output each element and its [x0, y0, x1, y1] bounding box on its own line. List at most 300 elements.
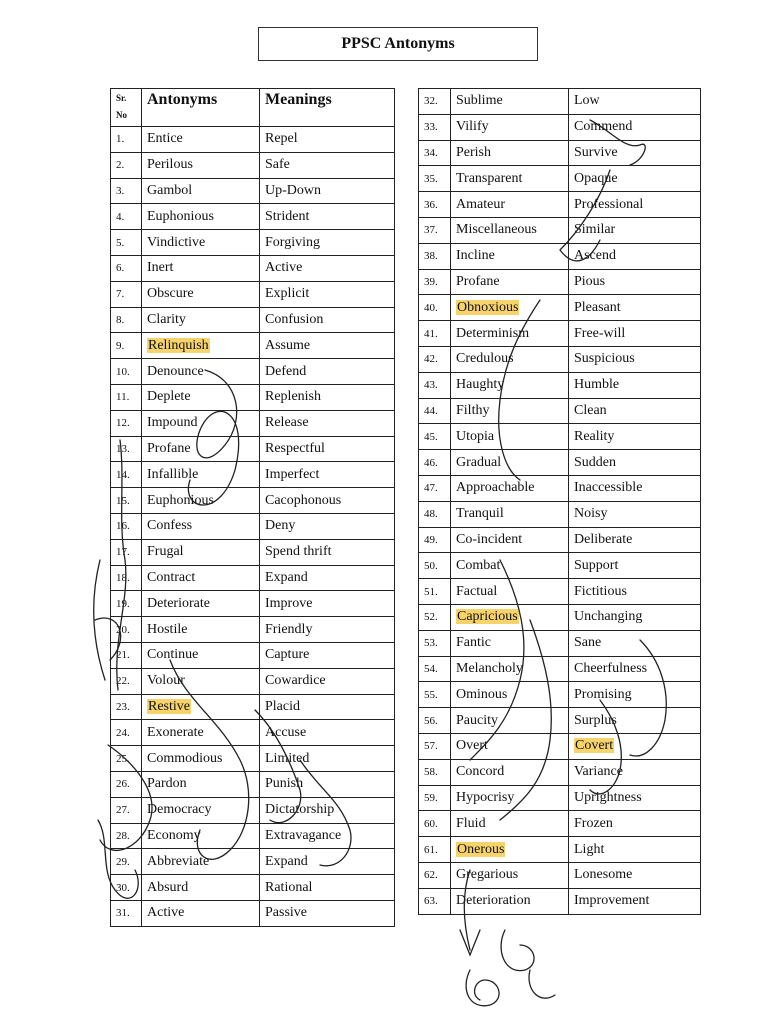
antonym-word: Frugal	[147, 544, 184, 560]
meaning-cell	[569, 553, 701, 579]
meaning-word: Respectful	[265, 440, 325, 456]
meaning-word: Covert	[575, 738, 614, 754]
row-number: 26.	[111, 771, 142, 797]
antonym-word-cell	[142, 436, 260, 462]
table-row	[419, 89, 701, 115]
meaning-cell	[260, 565, 395, 591]
antonym-word-cell	[451, 140, 569, 166]
table-row	[111, 617, 395, 643]
antonym-word-cell	[142, 642, 260, 668]
antonym-word-cell	[451, 682, 569, 708]
meaning-word: Sane	[574, 635, 602, 651]
meaning-word: Similar	[574, 222, 616, 238]
antonym-word: Vilify	[456, 119, 489, 135]
meaning-cell	[260, 462, 395, 488]
antonym-word-cell	[451, 424, 569, 450]
meaning-cell	[260, 746, 395, 772]
antonym-word-cell	[142, 617, 260, 643]
meaning-word: Rational	[265, 879, 313, 895]
antonym-word-cell	[142, 771, 260, 797]
meaning-word: Inaccessible	[574, 480, 643, 496]
table-row	[419, 501, 701, 527]
antonym-word-cell	[142, 281, 260, 307]
meaning-word: Spend thrift	[265, 544, 332, 560]
table-row	[111, 488, 395, 514]
meaning-cell	[260, 230, 395, 256]
antonym-word: Pardon	[147, 776, 187, 792]
table-row	[111, 746, 395, 772]
antonym-word: Perish	[456, 144, 491, 160]
table-row	[419, 759, 701, 785]
table-row	[419, 424, 701, 450]
antonym-word-cell	[451, 785, 569, 811]
row-number: 4.	[111, 204, 142, 230]
meaning-word: Clean	[574, 402, 607, 418]
row-number: 21.	[111, 642, 142, 668]
row-number: 17.	[111, 539, 142, 565]
meaning-word: Uprightness	[574, 789, 642, 805]
meaning-cell	[569, 888, 701, 914]
row-number: 33.	[419, 114, 451, 140]
row-number: 32.	[419, 89, 451, 115]
table-row	[419, 114, 701, 140]
antonym-word: Utopia	[456, 428, 495, 444]
row-number: 49.	[419, 527, 451, 553]
row-number: 30.	[111, 875, 142, 901]
antonym-word: Commodious	[147, 750, 223, 766]
antonym-word: Filthy	[456, 402, 490, 418]
meaning-word: Survive	[574, 144, 618, 160]
antonym-word-cell	[451, 243, 569, 269]
antonym-word-cell	[142, 513, 260, 539]
row-number: 50.	[419, 553, 451, 579]
row-number: 45.	[419, 424, 451, 450]
antonym-word-cell	[142, 849, 260, 875]
meaning-word: Release	[265, 415, 309, 431]
meaning-cell	[569, 630, 701, 656]
table-row	[111, 230, 395, 256]
meaning-word: Ascend	[574, 248, 616, 264]
antonym-word: Melancholy	[456, 660, 523, 676]
meaning-cell	[569, 114, 701, 140]
meaning-word: Support	[574, 557, 619, 573]
row-number: 63.	[419, 888, 451, 914]
antonym-word: Ominous	[456, 686, 508, 702]
antonym-word-cell	[142, 127, 260, 153]
antonym-word: Tranquil	[456, 506, 504, 522]
row-number: 57.	[419, 733, 451, 759]
antonym-word: Entice	[147, 131, 183, 147]
meaning-cell	[569, 269, 701, 295]
antonym-word: Volour	[147, 673, 185, 689]
meaning-cell	[260, 281, 395, 307]
row-number: 12.	[111, 410, 142, 436]
antonym-word-cell	[451, 501, 569, 527]
row-number: 24.	[111, 720, 142, 746]
antonym-word: Determinism	[456, 325, 530, 341]
table-row	[419, 785, 701, 811]
antonym-word: Miscellaneous	[456, 222, 537, 238]
antonym-word: Hypocrisy	[456, 789, 515, 805]
row-number: 2.	[111, 152, 142, 178]
meaning-word: Accuse	[265, 724, 307, 740]
antonym-word-cell	[451, 888, 569, 914]
table-row	[419, 604, 701, 630]
meanings-header: Meanings	[260, 89, 395, 127]
row-number: 59.	[419, 785, 451, 811]
antonym-word: Deterioration	[456, 893, 531, 909]
row-number: 25.	[111, 746, 142, 772]
antonym-word: Deteriorate	[147, 595, 210, 611]
meaning-cell	[260, 488, 395, 514]
table-row	[419, 862, 701, 888]
table-row	[419, 398, 701, 424]
row-number: 48.	[419, 501, 451, 527]
antonyms-header: Antonyms	[142, 89, 260, 127]
meaning-word: Replenish	[265, 389, 321, 405]
antonym-word: Co-incident	[456, 531, 523, 547]
antonym-word: Inert	[147, 260, 174, 276]
meaning-cell	[260, 668, 395, 694]
row-number: 29.	[111, 849, 142, 875]
row-number: 3.	[111, 178, 142, 204]
antonym-word-cell	[451, 166, 569, 192]
meaning-word: Expand	[265, 569, 308, 585]
antonym-word-cell	[451, 862, 569, 888]
antonym-word: Overt	[456, 738, 488, 754]
meaning-word: Low	[574, 93, 600, 109]
antonym-word-cell	[451, 527, 569, 553]
antonym-word-cell	[451, 321, 569, 347]
row-number: 41.	[419, 321, 451, 347]
meaning-cell	[569, 785, 701, 811]
antonym-word: Haughty	[456, 377, 505, 393]
row-number: 52.	[419, 604, 451, 630]
antonym-word-cell	[142, 694, 260, 720]
antonym-word-cell	[451, 346, 569, 372]
row-number: 31.	[111, 900, 142, 926]
antonym-word: Abbreviate	[147, 853, 210, 869]
table-row	[419, 192, 701, 218]
antonym-word-cell	[451, 837, 569, 863]
antonym-word-cell	[451, 708, 569, 734]
antonym-word-cell	[142, 823, 260, 849]
table-row	[419, 166, 701, 192]
meaning-cell	[569, 759, 701, 785]
antonym-word: Infallible	[147, 466, 199, 482]
meaning-cell	[569, 140, 701, 166]
table-row	[419, 140, 701, 166]
meaning-word: Cheerfulness	[574, 660, 648, 676]
antonym-word: Paucity	[456, 712, 498, 728]
antonym-word-cell	[451, 372, 569, 398]
meaning-word: Defend	[265, 363, 307, 379]
table-row	[111, 152, 395, 178]
table-row	[111, 255, 395, 281]
sr-no-header: Sr. No	[111, 89, 142, 127]
antonym-word-cell	[451, 269, 569, 295]
antonym-word: Amateur	[456, 196, 505, 212]
meaning-word: Lonesome	[574, 867, 633, 883]
antonym-word: Clarity	[147, 311, 186, 327]
meaning-cell	[569, 811, 701, 837]
antonym-word: Hostile	[147, 621, 188, 637]
antonyms-table-right	[418, 88, 701, 915]
antonym-word-cell	[142, 307, 260, 333]
antonym-word-cell	[451, 553, 569, 579]
table-row	[419, 321, 701, 347]
table-row	[419, 372, 701, 398]
antonym-word: Profane	[456, 273, 500, 289]
meaning-word: Cacophonous	[265, 492, 342, 508]
table-row	[111, 333, 395, 359]
antonym-word-cell	[142, 333, 260, 359]
row-number: 22.	[111, 668, 142, 694]
meaning-cell	[260, 152, 395, 178]
row-number: 58.	[419, 759, 451, 785]
antonym-word-cell	[451, 733, 569, 759]
antonym-word: Continue	[147, 647, 199, 663]
antonym-word: Incline	[456, 248, 495, 264]
table-row	[419, 475, 701, 501]
meaning-cell	[569, 708, 701, 734]
table-row	[111, 900, 395, 926]
row-number: 8.	[111, 307, 142, 333]
meaning-cell	[569, 682, 701, 708]
meaning-cell	[260, 513, 395, 539]
antonym-word-cell	[142, 410, 260, 436]
meaning-cell	[569, 862, 701, 888]
meaning-word: Capture	[265, 647, 310, 663]
meaning-word: Active	[265, 260, 303, 276]
meaning-cell	[569, 527, 701, 553]
table-row	[419, 295, 701, 321]
table-row	[111, 875, 395, 901]
antonym-word-cell	[142, 462, 260, 488]
meaning-word: Opaque	[574, 170, 618, 186]
row-number: 44.	[419, 398, 451, 424]
antonym-word-cell	[142, 720, 260, 746]
meaning-cell	[260, 204, 395, 230]
table-row	[111, 565, 395, 591]
meaning-cell	[260, 771, 395, 797]
antonym-word-cell	[451, 656, 569, 682]
table-row	[111, 462, 395, 488]
antonym-word-cell	[451, 295, 569, 321]
antonym-word: Credulous	[456, 351, 514, 367]
antonym-word: Absurd	[147, 879, 189, 895]
meaning-cell	[260, 720, 395, 746]
meaning-word: Humble	[574, 377, 620, 393]
antonym-word-cell	[142, 539, 260, 565]
meaning-word: Expand	[265, 853, 308, 869]
meaning-word: Light	[574, 841, 605, 857]
meaning-cell	[260, 591, 395, 617]
row-number: 61.	[419, 837, 451, 863]
table-row	[111, 127, 395, 153]
row-number: 23.	[111, 694, 142, 720]
row-number: 18.	[111, 565, 142, 591]
meaning-word: Extravagance	[265, 827, 342, 843]
meaning-word: Forgiving	[265, 234, 320, 250]
meaning-word: Unchanging	[574, 609, 643, 625]
row-number: 40.	[419, 295, 451, 321]
row-number: 36.	[419, 192, 451, 218]
table-row	[111, 771, 395, 797]
table-row	[111, 823, 395, 849]
row-number: 55.	[419, 682, 451, 708]
meaning-word: Punish	[265, 776, 304, 792]
antonym-word-cell	[451, 759, 569, 785]
meaning-word: Limited	[265, 750, 310, 766]
table-row	[419, 579, 701, 605]
meaning-cell	[260, 384, 395, 410]
meaning-cell	[569, 166, 701, 192]
antonym-word-cell	[142, 204, 260, 230]
meaning-word: Noisy	[574, 506, 608, 522]
row-number: 38.	[419, 243, 451, 269]
table-row	[111, 359, 395, 385]
meaning-cell	[260, 849, 395, 875]
row-number: 62.	[419, 862, 451, 888]
meaning-cell	[260, 823, 395, 849]
meaning-cell	[569, 89, 701, 115]
antonym-word: Deplete	[147, 389, 191, 405]
table-row	[111, 720, 395, 746]
meaning-word: Frozen	[574, 815, 613, 831]
meaning-cell	[569, 372, 701, 398]
antonym-word-cell	[451, 811, 569, 837]
meaning-word: Repel	[265, 131, 298, 147]
page-title: PPSC Antonyms	[341, 35, 455, 52]
antonym-word-cell	[451, 217, 569, 243]
meaning-word: Professional	[574, 196, 644, 212]
row-number: 27.	[111, 797, 142, 823]
meaning-word: Improve	[265, 595, 313, 611]
meaning-word: Up-Down	[265, 182, 321, 198]
row-number: 28.	[111, 823, 142, 849]
meaning-cell	[260, 694, 395, 720]
table-row	[111, 539, 395, 565]
meaning-cell	[260, 178, 395, 204]
table-header-row	[111, 89, 395, 127]
antonym-word-cell	[142, 668, 260, 694]
meaning-word: Commend	[574, 119, 633, 135]
antonym-word-cell	[451, 192, 569, 218]
table-row	[111, 410, 395, 436]
antonym-word: Combat	[456, 557, 501, 573]
table-row	[419, 630, 701, 656]
antonym-word: Confess	[147, 518, 193, 534]
meaning-cell	[569, 424, 701, 450]
antonym-word-cell	[142, 255, 260, 281]
antonym-word: Perilous	[147, 157, 193, 173]
table-row	[111, 178, 395, 204]
row-number: 53.	[419, 630, 451, 656]
antonym-word-cell	[142, 900, 260, 926]
row-number: 35.	[419, 166, 451, 192]
meaning-cell	[569, 295, 701, 321]
row-number: 56.	[419, 708, 451, 734]
antonym-word-cell	[451, 604, 569, 630]
table-row	[419, 837, 701, 863]
table-row	[111, 642, 395, 668]
antonym-word: Concord	[456, 764, 505, 780]
meaning-cell	[569, 501, 701, 527]
table-row	[111, 281, 395, 307]
meaning-word: Dictatorship	[265, 802, 335, 818]
table-row	[419, 733, 701, 759]
meaning-cell	[569, 192, 701, 218]
table-row	[111, 307, 395, 333]
antonym-word-cell	[451, 398, 569, 424]
row-number: 13.	[111, 436, 142, 462]
antonym-word: Sublime	[456, 93, 503, 109]
meaning-word: Placid	[265, 698, 300, 714]
antonym-word: Vindictive	[147, 234, 206, 250]
antonym-word-cell	[451, 114, 569, 140]
row-number: 20.	[111, 617, 142, 643]
antonym-word: Active	[147, 905, 185, 921]
meaning-word: Promising	[574, 686, 632, 702]
meaning-cell	[260, 307, 395, 333]
antonym-word: Denounce	[147, 363, 204, 379]
page-title-box	[258, 27, 538, 61]
table-row	[111, 849, 395, 875]
row-number: 47.	[419, 475, 451, 501]
meaning-word: Deny	[265, 518, 296, 534]
meaning-word: Friendly	[265, 621, 313, 637]
meaning-word: Deliberate	[574, 531, 633, 547]
meaning-cell	[260, 255, 395, 281]
row-number: 6.	[111, 255, 142, 281]
antonym-word: Exonerate	[147, 724, 204, 740]
table-row	[111, 513, 395, 539]
meaning-word: Explicit	[265, 286, 310, 302]
antonym-word: Obnoxious	[457, 299, 519, 315]
antonym-word: Gregarious	[456, 867, 519, 883]
meaning-cell	[569, 217, 701, 243]
meaning-cell	[569, 450, 701, 476]
meaning-cell	[569, 604, 701, 630]
table-row	[419, 450, 701, 476]
antonym-word-cell	[142, 178, 260, 204]
table-row	[419, 656, 701, 682]
meaning-word: Cowardice	[265, 673, 326, 689]
row-number: 7.	[111, 281, 142, 307]
table-row	[111, 694, 395, 720]
antonym-word: Obscure	[147, 286, 194, 302]
table-row	[111, 384, 395, 410]
antonym-word: Relinquish	[148, 337, 209, 353]
antonym-word-cell	[142, 565, 260, 591]
meaning-cell	[260, 410, 395, 436]
antonym-word-cell	[142, 384, 260, 410]
meaning-cell	[569, 733, 701, 759]
antonym-word-cell	[142, 875, 260, 901]
antonym-word-cell	[142, 488, 260, 514]
antonym-word-cell	[142, 359, 260, 385]
antonym-word: Impound	[147, 415, 198, 431]
table-row	[111, 797, 395, 823]
meaning-word: Free-will	[574, 325, 626, 341]
meaning-cell	[569, 579, 701, 605]
meaning-word: Passive	[265, 905, 307, 921]
table-row	[419, 553, 701, 579]
meaning-cell	[569, 656, 701, 682]
row-number: 14.	[111, 462, 142, 488]
meaning-cell	[260, 359, 395, 385]
